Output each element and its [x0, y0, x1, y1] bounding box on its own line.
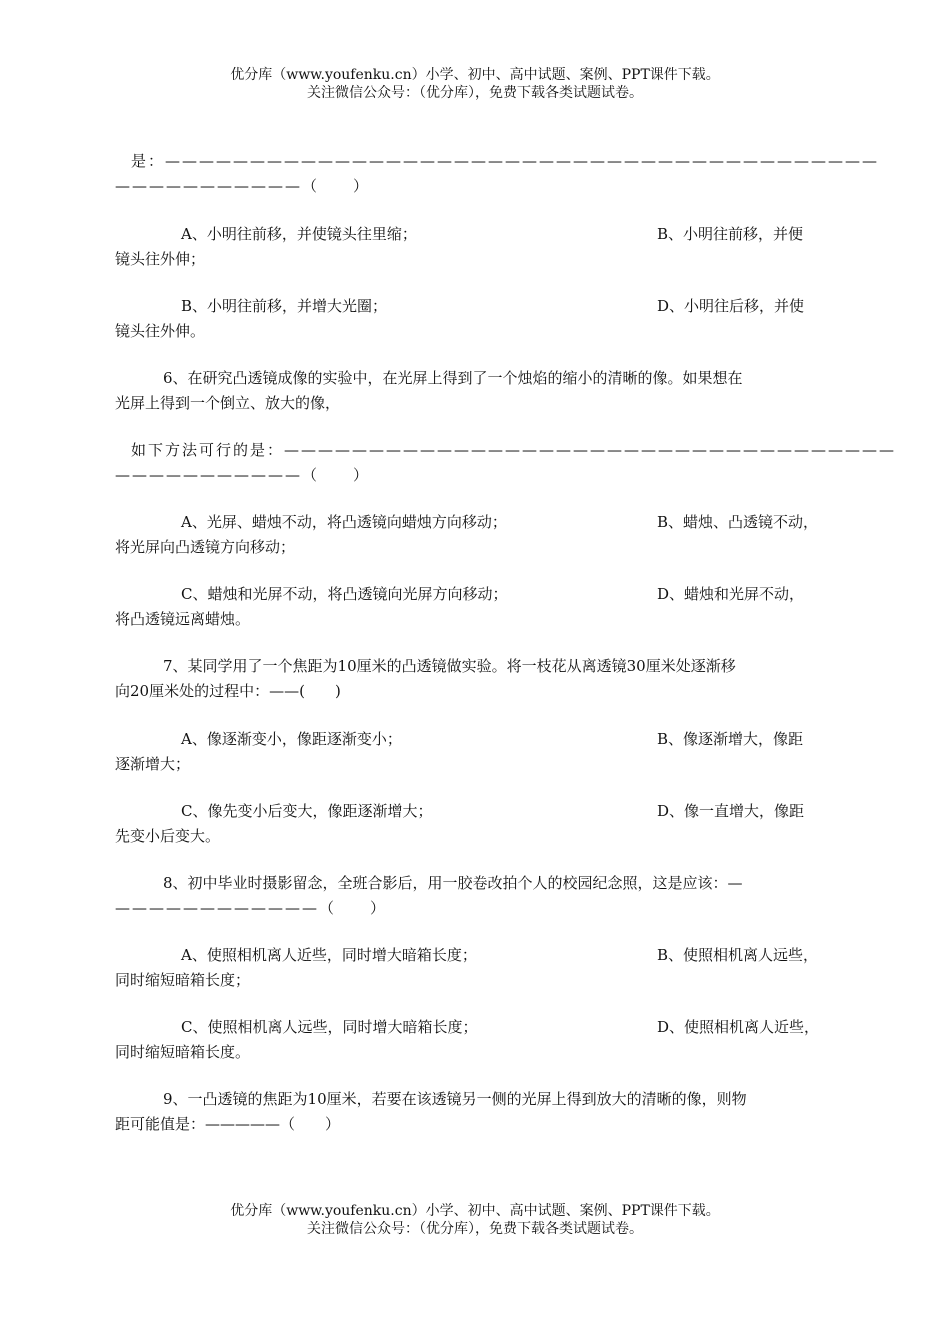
q6-option-d-cont: 将凸透镜远离蜡烛。	[115, 610, 251, 628]
q6-option-d: D、蜡烛和光屏不动，	[657, 585, 805, 603]
q8-option-a: A、使照相机离人近些，同时增大暗箱长度；	[181, 946, 477, 964]
header-line-1: 优分库（www.youfenku.cn）小学、初中、高中试题、案例、PPT课件下载。	[230, 67, 720, 83]
q6-option-c: C、蜡烛和光屏不动，将凸透镜向光屏方向移动；	[181, 585, 508, 603]
q7-option-d-cont: 先变小后变大。	[115, 827, 221, 845]
q8-option-b-cont: 同时缩短暗箱长度；	[115, 971, 251, 989]
q7-option-c: C、像先变小后变大，像距逐渐增大；	[181, 802, 433, 820]
q7-option-b: B、像逐渐增大，像距	[657, 730, 804, 748]
q6-stem-line-4: ———————————（ ）	[115, 466, 371, 484]
q8-option-c: C、使照相机离人远些，同时增大暗箱长度；	[181, 1018, 478, 1036]
q9-stem-line-2: 距可能值是：—————（ ）	[115, 1115, 341, 1133]
q8-stem-line-1: 8、初中毕业时摄影留念，全班合影后，用一胶卷改拍个人的校园纪念照，这是应该：—	[163, 874, 743, 892]
header-line-2: 关注微信公众号：（优分库），免费下载各类试题试卷。	[307, 85, 643, 101]
footer-line-1: 优分库（www.youfenku.cn）小学、初中、高中试题、案例、PPT课件下载。	[230, 1203, 720, 1219]
q7-stem-line-1: 7、某同学用了一个焦距为10厘米的凸透镜做实验。将一枝花从离透镜30厘米处逐渐移	[163, 657, 736, 675]
q5-option-d-cont: 镜头往外伸。	[115, 322, 206, 340]
page-footer	[0, 1202, 950, 1238]
q5-stem-line-1: 是：——————————————————————————————————————————	[131, 152, 880, 170]
page-header	[0, 66, 950, 102]
q8-stem-line-2: ————————————（ ）	[115, 899, 388, 917]
q6-option-b-cont: 将光屏向凸透镜方向移动；	[115, 538, 296, 556]
q6-option-b: B、蜡烛、凸透镜不动，	[657, 513, 819, 531]
q8-option-b: B、使照相机离人远些，	[657, 946, 819, 964]
footer-line-2: 关注微信公众号：（优分库），免费下载各类试题试卷。	[307, 1221, 643, 1237]
q9-stem-line-1: 9、一凸透镜的焦距为10厘米，若要在该透镜另一侧的光屏上得到放大的清晰的像，则物	[163, 1090, 747, 1108]
q6-option-a: A、光屏、蜡烛不动，将凸透镜向蜡烛方向移动；	[181, 513, 507, 531]
q7-stem-line-2: 向20厘米处的过程中：——( )	[115, 682, 341, 700]
q5-option-b-cont: 镜头往外伸；	[115, 250, 206, 268]
q8-option-d: D、使照相机离人近些，	[657, 1018, 820, 1036]
q6-stem-line-1: 6、在研究凸透镜成像的实验中，在光屏上得到了一个烛焰的缩小的清晰的像。如果想在	[163, 369, 743, 387]
q8-option-d-cont: 同时缩短暗箱长度。	[115, 1043, 251, 1061]
q7-option-a: A、像逐渐变小，像距逐渐变小；	[181, 730, 402, 748]
q5-stem-line-2: ———————————（ ）	[115, 177, 371, 195]
q6-stem-line-3: 如下方法可行的是：————————————————————————————————————	[131, 441, 897, 459]
q5-option-a: A、小明往前移，并使镜头往里缩；	[181, 225, 417, 243]
q7-option-b-cont: 逐渐增大；	[115, 755, 191, 773]
q5-option-d: D、小明往后移，并使	[657, 297, 805, 315]
q6-stem-line-2: 光屏上得到一个倒立、放大的像，	[115, 394, 341, 412]
q5-option-b: B、小明往前移，并便	[657, 225, 804, 243]
q5-option-c: B、小明往前移，并增大光圈；	[181, 297, 388, 315]
q7-option-d: D、像一直增大，像距	[657, 802, 805, 820]
